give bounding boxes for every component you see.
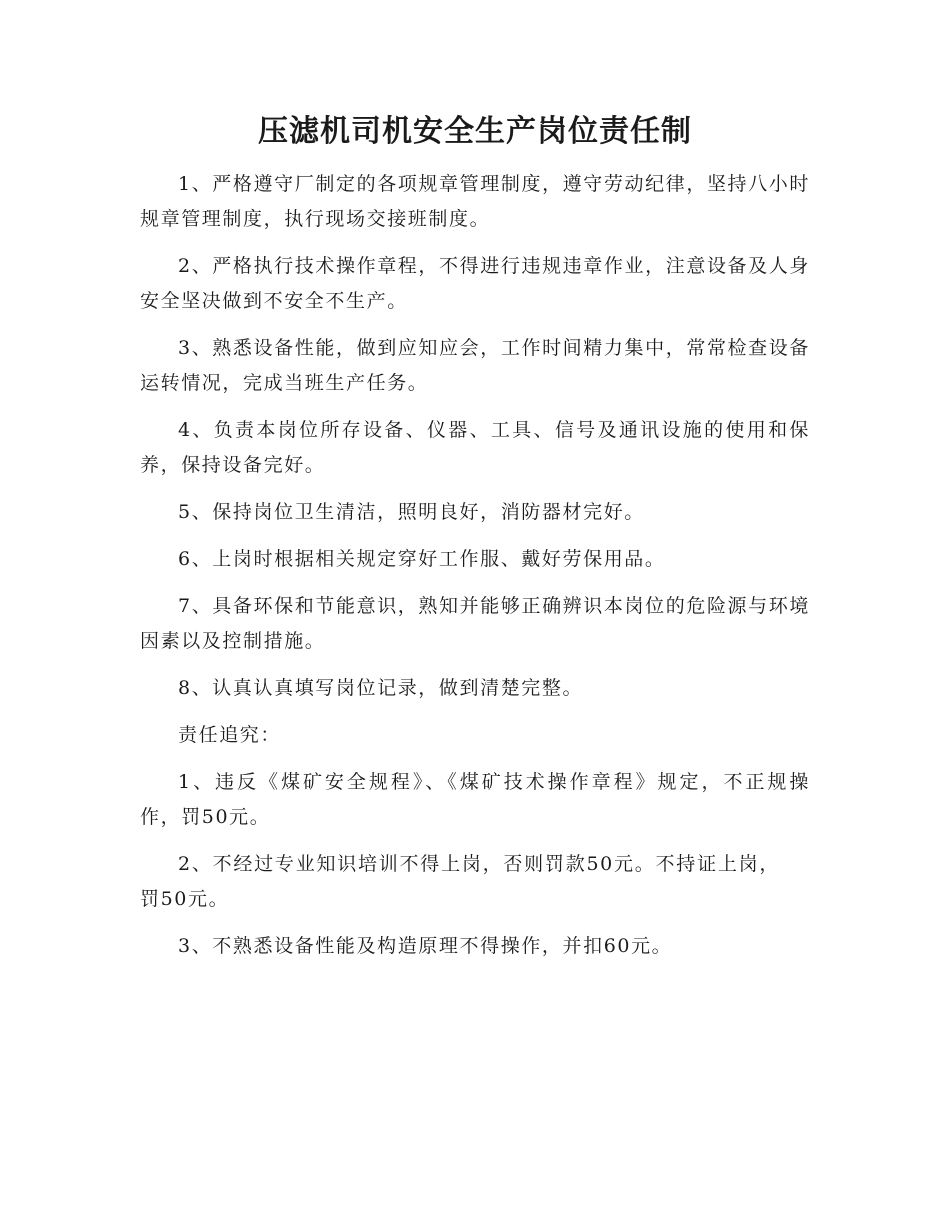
rule-paragraph-5: 5、保持岗位卫生清洁，照明良好，消防器材完好。 (178, 501, 645, 523)
penalty-paragraph-3: 3、不熟悉设备性能及构造原理不得操作，并扣60元。 (178, 935, 673, 957)
rule-paragraph-8: 8、认真认真填写岗位记录，做到清楚完整。 (178, 677, 584, 699)
rule-paragraph-7: 7、具备环保和节能意识，熟知并能够正确辨识本岗位的危险源与环境因素以及控制措施。 (140, 595, 810, 652)
rule-paragraph-3: 3、熟悉设备性能，做到应知应会，工作时间精力集中，常常检查设备运转情况，完成当班生产任务。 (140, 337, 810, 394)
rule-paragraph-1: 1、严格遵守厂制定的各项规章管理制度，遵守劳动纪律，坚持八小时规章管理制度，执行现场交接班制度。 (140, 173, 810, 230)
rule-paragraph-2: 2、严格执行技术操作章程，不得进行违规违章作业，注意设备及人身安全坚决做到不安全不生产。 (140, 255, 810, 312)
document-body (140, 167, 810, 976)
penalty-paragraph-2: 2、不经过专业知识培训不得上岗，否则罚款50元。不持证上岗，罚50元。 (140, 853, 780, 910)
accountability-heading: 责任追究： (178, 724, 282, 746)
penalty-paragraph-1: 1、违反《煤矿安全规程》、《煤矿技术操作章程》规定，不正规操作，罚50元。 (140, 771, 810, 828)
rule-paragraph-4: 4、负责本岗位所存设备、仪器、工具、信号及通讯设施的使用和保养，保持设备完好。 (140, 419, 810, 476)
rule-paragraph-6: 6、上岗时根据相关规定穿好工作服、戴好劳保用品。 (178, 548, 666, 570)
document-title: 压滤机司机安全生产岗位责任制 (258, 114, 692, 149)
